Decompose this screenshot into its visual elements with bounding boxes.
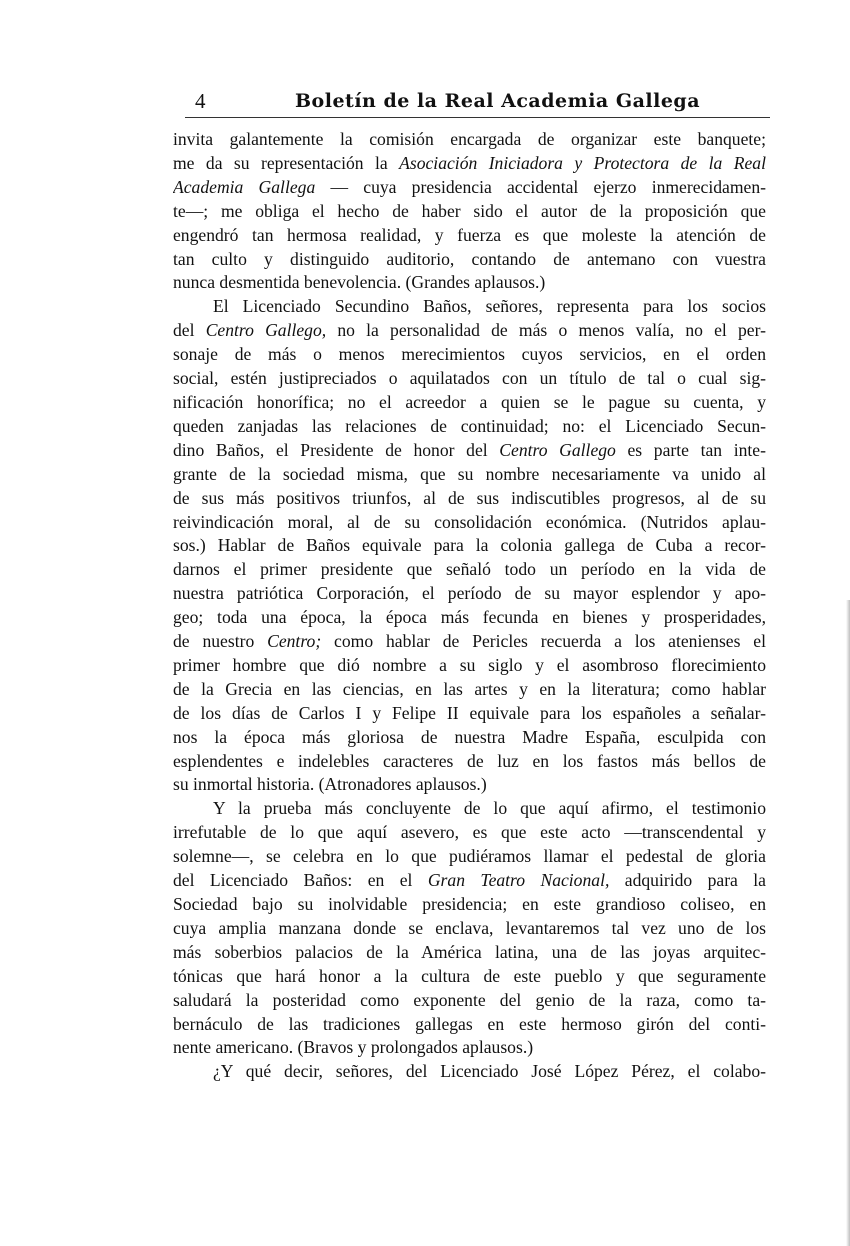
text-line [173,678,766,702]
text-run: nificación honorífica; no el acreedor a quien se le pague su cuenta, y [173,391,766,412]
text-line [173,152,766,176]
text-line [173,248,766,272]
text-line [173,893,766,917]
text-line [173,1060,766,1084]
text-line [173,1013,766,1037]
text-run: me da su representación la [173,152,400,173]
text-run: dino Baños, el Presidente de honor del [173,439,500,460]
page-number: 4 [195,89,206,113]
text-run: te—; me obliga el hecho de haber sido el autor de la proposición que [173,200,766,221]
text-line [173,917,766,941]
text-line [173,654,766,678]
text-run: nunca desmentida benevolencia. (Grandes aplausos.) [173,272,546,293]
scan-edge [846,600,850,1246]
text-run: ¿Y qué decir, señores, del Licenciado José López Pérez, el colabo- [213,1061,766,1082]
text-run: saludará la posteridad como exponente del genio de la raza, como ta- [173,989,766,1010]
text-run: es parte tan inte- [615,439,766,460]
text-run: Sociedad bajo su inolvidable presidencia; en este grandioso coliseo, en [173,894,766,914]
text-run: nente americano. (Bravos y prolongados aplausos.) [173,1037,534,1058]
text-run: de los días de Carlos I y Felipe II equivale para los españoles a señalar- [173,702,766,723]
text-run: engendró tan hermosa realidad, y fuerza es que moleste la atención de [173,224,766,245]
text-run: sos.) Hablar de Baños equivale para la colonia gallega de Cuba a recor- [173,535,766,556]
text-line [173,630,766,654]
text-line [173,295,766,319]
text-run: bernáculo de las tradiciones gallegas en este hermoso girón del conti- [173,1013,766,1034]
text-run: geo; toda una época, la época más fecunda en bienes y prosperidades, [173,607,766,628]
text-run: del Licenciado Baños: en el [173,870,428,891]
text-run: El Licenciado Secundino Baños, señores, representa para los socios [213,296,766,317]
text-line [173,773,766,797]
text-run: grante de la sociedad misma, que su nombre necesariamente va unido al [173,463,766,484]
text-line [173,941,766,965]
text-line [173,1036,766,1060]
text-run: de la Grecia en las ciencias, en las artes y en la literatura; como hablar [173,678,766,699]
text-line [173,845,766,869]
text-run: más soberbios palacios de la América latina, una de las joyas arquitec- [173,941,766,962]
text-line [173,271,766,295]
text-run: de sus más positivos triunfos, al de sus indiscutibles progresos, al de su [173,487,766,508]
page-header [195,86,770,116]
text-line [173,534,766,558]
text-line [173,439,766,463]
text-line [173,367,766,391]
text-run: tónicas que hará honor a la cultura de este pueblo y que seguramente [173,965,766,986]
text-run: darnos el primer presidente que señaló todo un período en la vida de [173,559,766,580]
text-run: cuya amplia manzana donde se enclava, levantaremos tal vez uno de los [173,917,766,938]
italic-title: Centro Gallego, [205,320,327,341]
text-run: como hablar de Pericles recuerda a los atenienses el [321,631,766,652]
text-line [173,965,766,989]
text-run: nos la época más gloriosa de nuestra Madre España, esculpida con [173,726,766,747]
text-run: queden zanjadas las relaciones de continuidad; no: el Licenciado Secun- [173,415,766,436]
running-title: Boletín de la Real Academia Gallega [295,90,701,112]
text-run: reivindicación moral, al de su consolidación económica. (Nutridos aplau- [173,511,766,532]
header-rule [185,117,770,118]
text-run: solemne—, se celebra en lo que pudiéramos llamar el pedestal de gloria [173,846,766,867]
text-line [173,726,766,750]
text-run: irrefutable de lo que aquí asevero, es que este acto —transcendental y [173,822,766,843]
italic-title: Centro; [267,631,322,652]
text-run: social, estén justipreciados o aquilatados con un título de tal o cual sig- [173,368,766,389]
text-line [173,558,766,582]
text-run: no la personalidad de más o menos valía, no el per- [326,320,766,341]
text-line [173,989,766,1013]
text-run: esplendentes e indelebles caracteres de luz en los fastos más bellos de [173,750,766,771]
italic-title: Asociación Iniciadora y Protectora de la Real [399,152,766,173]
text-line [173,487,766,511]
text-run: su inmortal historia. (Atronadores aplausos.) [173,774,487,795]
text-run: — cuya presidencia accidental ejerzo inmerecidamen- [315,176,766,197]
text-run: de nuestro [173,631,268,652]
text-line [173,869,766,893]
text-line [173,224,766,248]
text-line [173,343,766,367]
text-line [173,750,766,774]
text-run: del [173,320,206,341]
text-line [173,391,766,415]
text-line [173,200,766,224]
text-line [173,415,766,439]
text-run: nuestra patriótica Corporación, el período de su mayor esplendor y apo- [173,583,766,604]
text-line [173,702,766,726]
text-line [173,463,766,487]
text-run: tan culto y distinguido auditorio, contando de antemano con vuestra [173,248,766,269]
text-line [173,821,766,845]
text-line [173,128,766,152]
text-line [173,319,766,343]
text-line [173,176,766,200]
italic-title: Centro Gallego [499,439,616,460]
text-run: invita galantemente la comisión encargada de organizar este banquete; [173,129,766,149]
text-run: Y la prueba más concluyente de lo que aquí afirmo, el testimonio [213,798,766,819]
text-line [173,511,766,535]
text-line [173,797,766,821]
text-line [173,606,766,630]
text-line [173,582,766,606]
body-text [173,128,766,1084]
text-run: sonaje de más o menos merecimientos cuyos servicios, en el orden [173,344,766,365]
text-run: adquirido para la [609,870,766,891]
text-run: primer hombre que dió nombre a su siglo y el asombroso florecimiento [173,654,766,675]
italic-title: Academia Gallega [173,176,316,197]
italic-title: Gran Teatro Nacional, [427,870,610,891]
